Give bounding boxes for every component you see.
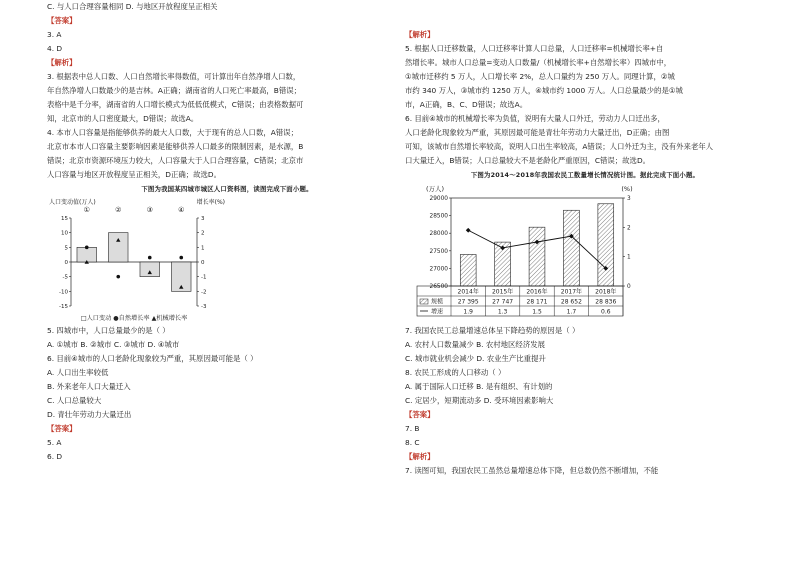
y2-tick-label: 1 (627, 254, 631, 261)
text-line: 7. 我国农民工总量增速总体呈下降趋势的原因是（ ） (405, 326, 580, 335)
y2-axis-label: 增长率(%) (196, 199, 225, 206)
text-line: 知，北京市的人口密度最大，D错误；故选A。 (47, 114, 199, 123)
answer-tag: 【答案】 (47, 424, 77, 433)
text-line: 4. D (47, 44, 63, 53)
growth-point (466, 228, 471, 233)
natural-growth-point (85, 246, 89, 250)
y2-tick-label: 0 (201, 260, 205, 266)
text-line: C. 人口总量较大 (47, 396, 102, 405)
right-answers-2 (405, 422, 765, 450)
table-cell: 1.3 (497, 308, 508, 316)
text-line: 5. A (47, 438, 62, 447)
category-label: 2018年 (595, 288, 617, 296)
chart-legend: □人口变动 ●自然增长率 ▲机械增长率 (80, 315, 188, 322)
text-line: C. 城市就业机会减少 D. 农业生产比重提升 (405, 354, 546, 363)
right-analysis-1 (405, 42, 765, 168)
text-line: A. 人口出生率较低 (47, 368, 109, 377)
text-line: 年自然净增人口数最少的是吉林。A正确；湖南省的人口死亡率最高，B错误； (47, 86, 302, 95)
y2-tick-label: 1 (201, 245, 205, 252)
left-questions (47, 324, 407, 422)
category-label: 2016年 (526, 288, 548, 296)
left-analysis-1 (47, 70, 407, 182)
y-tick-label: 15 (61, 216, 68, 222)
left-top-lines (47, 0, 407, 14)
table-cell: 1.7 (566, 308, 577, 316)
table-cell: 0.6 (601, 308, 611, 316)
y-tick-label: 27500 (429, 248, 448, 255)
category-label: ② (115, 206, 122, 214)
analysis-tag: 【解析】 (47, 58, 77, 67)
text-line: A. ①城市 B. ②城市 C. ③城市 D. ④城市 (47, 340, 180, 349)
natural-growth-point (179, 256, 183, 260)
text-line: 6. 目前④城市的机械增长率为负值，说明有大量人口外迁，劳动力人口迁出多， (405, 114, 665, 123)
right-analysis-2 (405, 464, 765, 478)
table-cell: 1.5 (532, 308, 542, 316)
table-cell: 27 395 (457, 298, 479, 306)
text-line: 5. 四城市中，人口总量最少的是（ ） (47, 326, 170, 335)
text-line: 6. 目前④城市的人口老龄化现象较为严重，其原因最可能是（ ） (47, 354, 258, 363)
table-cell: 1.9 (463, 308, 473, 316)
text-line: 3. A (47, 30, 62, 39)
y2-tick-label: 3 (627, 196, 631, 202)
text-line: 可知，该城市自然增长率较高，说明人口出生率较高，A错误；人口外迁为主，没有外来老年人 (405, 142, 714, 151)
text-line: 错误；北京市资源环境压力较大，人口容量大于人口合理容量，C错误；北京市 (47, 156, 304, 165)
right-questions (405, 324, 765, 408)
text-line: 然增长率。城市人口总量=变动人口数量/（机械增长率+自然增长率）四城市中， (405, 58, 672, 67)
natural-growth-point (116, 275, 120, 279)
bar (598, 204, 614, 286)
text-line: 北京市本市人口容量主要影响因素是能够供养人口最多的限制因素，是水源，B (47, 142, 304, 151)
y-tick-label: 26500 (429, 284, 448, 290)
text-line: 表格中是千分率，湖南省的人口增长模式为低低低模式，C错误；由表格数据可 (47, 100, 304, 109)
table-row-label: 规模 (431, 298, 444, 306)
text-line: B. 外来老年人口大量迁入 (47, 382, 131, 391)
y-tick-label: -15 (59, 304, 68, 310)
table-cell: 27 747 (492, 298, 514, 306)
category-label: 2014年 (457, 288, 479, 296)
bar (108, 233, 128, 262)
text-line: 3. 根据表中总人口数、人口自然增长率得数值，可计算出年自然净增人口数， (47, 72, 301, 81)
chart-caption: 下图为我国某四城市城区人口资料图，读图完成下面小题。 (141, 185, 313, 193)
text-line: 人口容量与地区开放程度呈正相关，D正确；故选D。 (47, 170, 221, 179)
left-answers-1 (47, 28, 407, 56)
y-tick-label: 28500 (429, 213, 448, 220)
text-line: 4. 本市人口容量是指能够供养的最大人口数，大于现有的总人口数，A错误； (47, 128, 298, 137)
left-column (47, 0, 407, 464)
legend-swatch-bar (420, 299, 428, 304)
category-label: ③ (146, 206, 153, 214)
city-population-chart (47, 196, 227, 324)
y-tick-label: 27000 (429, 266, 448, 273)
y2-tick-label: -3 (201, 304, 207, 310)
right-column (405, 0, 765, 478)
y-tick-label: 0 (64, 260, 68, 266)
y2-tick-label: -2 (201, 289, 207, 296)
y2-tick-label: 3 (201, 216, 205, 222)
text-line: 人口老龄化现象较为严重，其原因最可能是青壮年劳动力大量迁出，D正确；由图 (405, 128, 670, 137)
answer-tag: 【答案】 (405, 410, 435, 419)
table-cell: 28 652 (560, 298, 582, 306)
chart-caption: 下图为2014～2018年我国农民工数量增长情况统计图。据此完成下面小题。 (470, 171, 700, 179)
text-line: 5. 根据人口迁移数量，人口迁移率计算人口总量，人口迁移率=机械增长率+自 (405, 44, 664, 53)
y-axis-label: (万人) (425, 185, 445, 193)
bar (460, 254, 476, 286)
bar (77, 247, 97, 262)
text-line: 8. C (405, 438, 420, 447)
y-tick-label: 28000 (429, 231, 448, 238)
text-line: A. 属于国际人口迁移 B. 是有组织、有计划的 (405, 382, 553, 391)
bar (563, 210, 579, 286)
table-row-label: 增速 (431, 308, 444, 316)
text-line: 口大量迁入，B错误；人口总量较大不是老龄化严重原因，C错误；故选D。 (405, 156, 651, 165)
migrant-worker-chart (405, 182, 645, 324)
analysis-tag: 【解析】 (405, 30, 435, 39)
y-tick-label: 10 (61, 230, 68, 237)
y-tick-label: 5 (64, 245, 68, 252)
bar (529, 227, 545, 286)
y-axis-label: 人口变动值(万人) (49, 199, 96, 206)
bar (140, 262, 160, 277)
y-tick-label: 29000 (429, 196, 448, 202)
y2-tick-label: 0 (627, 284, 631, 290)
y2-tick-label: -1 (201, 274, 207, 281)
y-tick-label: -5 (62, 274, 68, 281)
y2-tick-label: 2 (201, 230, 205, 237)
text-line: ①城市迁移约 5 万人，人口增长率 2%，总人口量约为 250 万人。同理计算，②城 (405, 72, 675, 81)
natural-growth-point (148, 256, 152, 260)
table-cell: 28 171 (526, 298, 548, 306)
text-line: 8. 农民工形成的人口移动（ ） (405, 368, 506, 377)
text-line: 市，A正确，B、C、D错误；故选A。 (405, 100, 528, 109)
text-line: 7. B (405, 424, 420, 433)
text-line: C. 与人口合理容量相同 D. 与地区开放程度呈正相关 (47, 2, 218, 11)
category-label: 2015年 (491, 288, 514, 296)
y2-axis-label: (%) (621, 185, 633, 193)
category-label: ④ (178, 206, 185, 214)
analysis-tag: 【解析】 (405, 452, 435, 461)
answer-tag: 【答案】 (47, 16, 77, 25)
table-cell: 28 836 (595, 298, 617, 306)
text-line: 7. 读图可知，我国农民工虽然总量增速总体下降，但总数仍然不断增加，不能 (405, 466, 659, 475)
category-label: ① (83, 206, 90, 214)
category-label: 2017年 (560, 288, 583, 296)
left-answers-2 (47, 436, 407, 464)
text-line: A. 农村人口数量减少 B. 农村地区经济发展 (405, 340, 545, 349)
text-line: 市约 340 万人，③城市约 1250 万人，④城市约 1000 万人。人口总量最少的是①城 (405, 86, 683, 95)
text-line: 6. D (47, 452, 63, 461)
text-line: D. 青壮年劳动力大量迁出 (47, 410, 132, 419)
text-line: C. 定居少，短期流动多 D. 受环境因素影响大 (405, 396, 554, 405)
y2-tick-label: 2 (627, 225, 631, 232)
y-tick-label: -10 (59, 289, 68, 296)
